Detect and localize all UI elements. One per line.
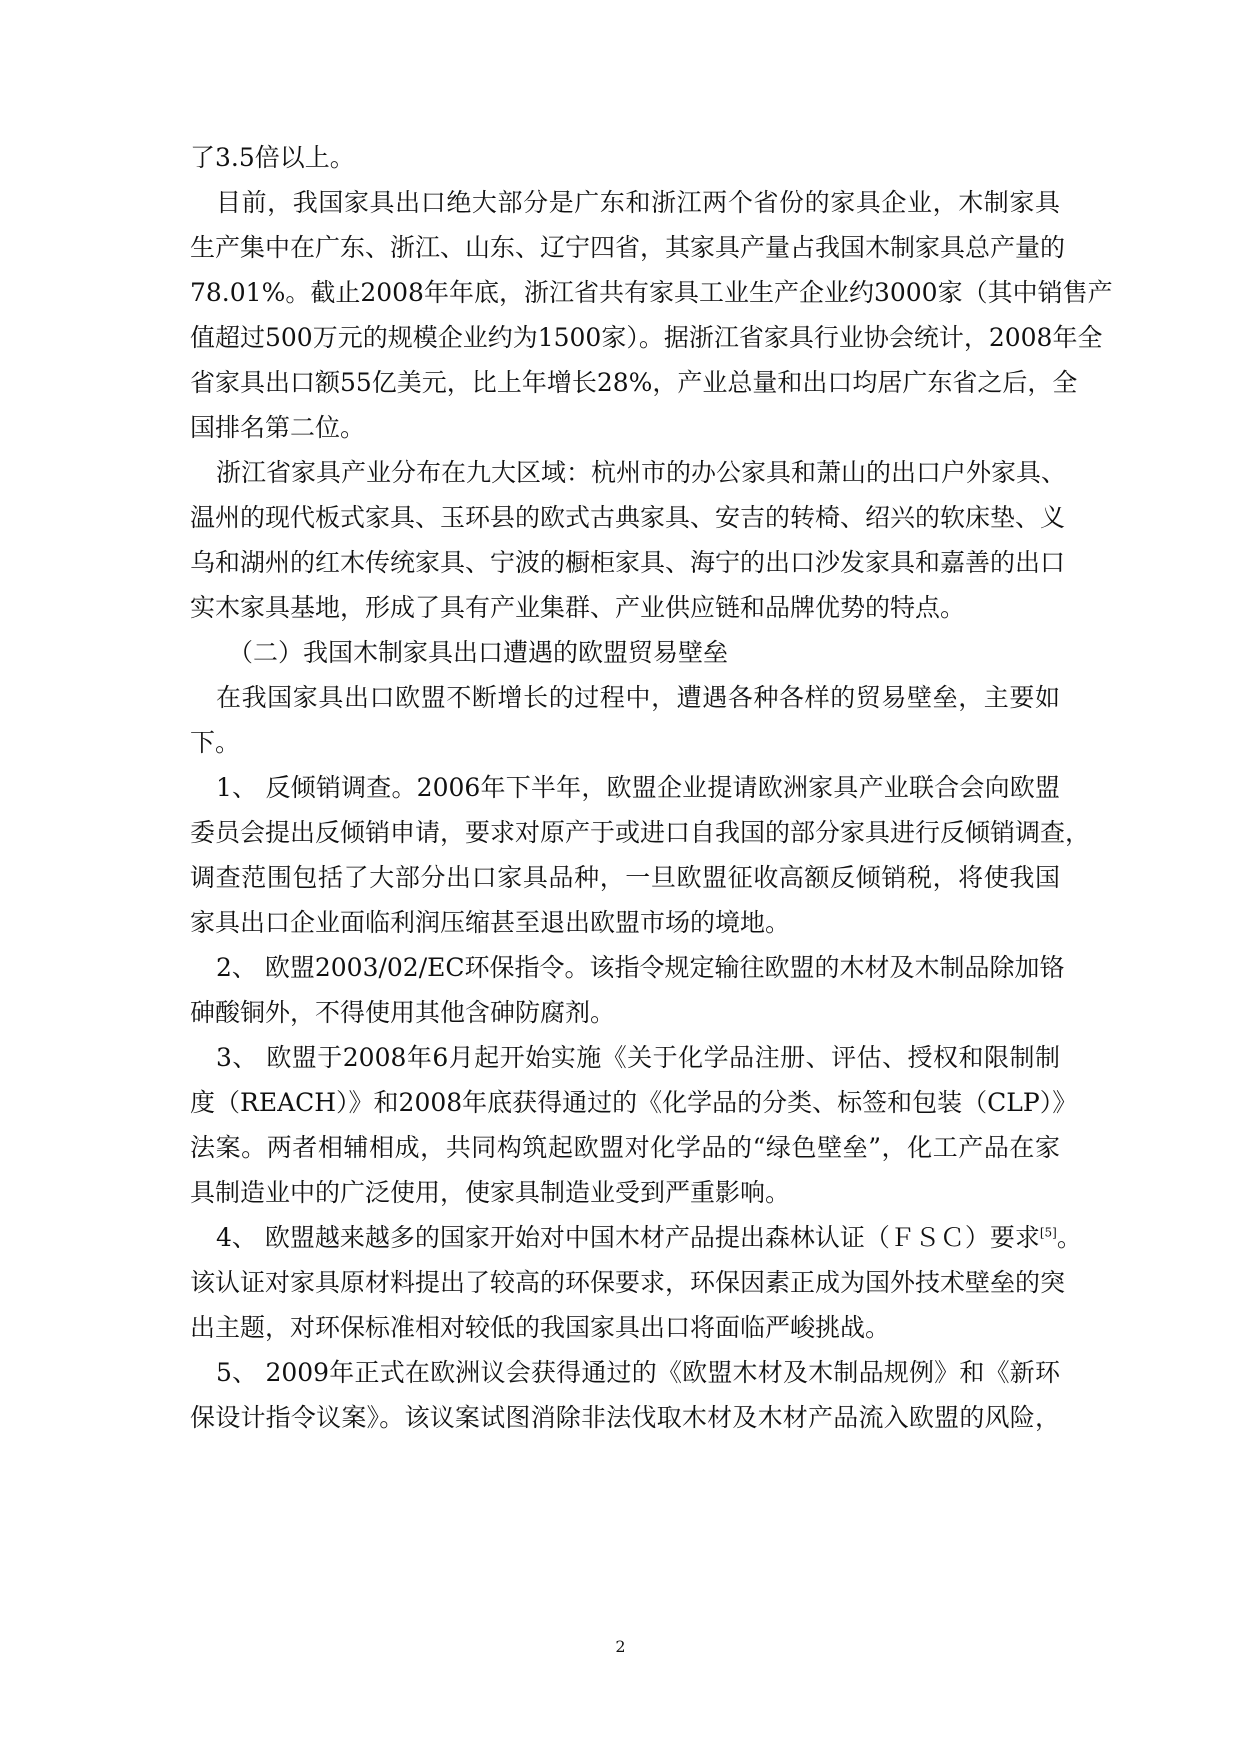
text-line: 了3.5倍以上。: [190, 143, 355, 172]
text-line: 下。: [190, 728, 241, 757]
text-line: 具制造业中的广泛使用，使家具制造业受到严重影响。: [190, 1178, 791, 1207]
section-heading: （二）我国木制家具出口遭遇的欧盟贸易壁垒: [228, 638, 729, 667]
text-line: 委员会提出反倾销申请，要求对原产于或进口自我国的部分家具进行反倾销调查，: [190, 818, 1091, 847]
text-line: 家具出口企业面临利润压缩甚至退出欧盟市场的境地。: [190, 908, 791, 937]
text-line: 78.01%。截止2008年年底，浙江省共有家具工业生产企业约3000家（其中销售产: [190, 278, 1113, 307]
footnote-reference: [5]: [1039, 1225, 1057, 1240]
text-line: 保设计指令议案》。该议案试图消除非法伐取木材及木材产品流入欧盟的风险，: [190, 1403, 1060, 1432]
text-line: 生产集中在广东、浙江、山东、辽宁四省，其家具产量占我国木制家具总产量的: [190, 233, 1066, 262]
text-line: 值超过500万元的规模企业约为1500家）。据浙江省家具行业协会统计，2008年全: [190, 323, 1103, 352]
list-item-text: 4、 欧盟越来越多的国家开始对中国木材产品提出森林认证（ＦＳＣ）要求: [216, 1223, 1040, 1252]
text-line: 砷酸铜外，不得使用其他含砷防腐剂。: [190, 998, 616, 1027]
text-line: 国排名第二位。: [190, 413, 366, 442]
list-item-punctuation: 。: [1056, 1223, 1082, 1252]
list-item: 3、 欧盟于2008年6月起开始实施《关于化学品注册、评估、授权和限制制: [216, 1043, 1060, 1072]
list-item: 1、 反倾销调查。2006年下半年，欧盟企业提请欧洲家具产业联合会向欧盟: [216, 773, 1060, 802]
text-line: 目前，我国家具出口绝大部分是广东和浙江两个省份的家具企业，木制家具: [216, 188, 1060, 217]
text-line: 在我国家具出口欧盟不断增长的过程中，遭遇各种各样的贸易壁垒，主要如: [216, 683, 1060, 712]
page-number: 2: [615, 1637, 626, 1656]
text-line: 乌和湖州的红木传统家具、宁波的橱柜家具、海宁的出口沙发家具和嘉善的出口: [190, 548, 1066, 577]
text-line: 出主题，对环保标准相对较低的我国家具出口将面临严峻挑战。: [190, 1313, 891, 1342]
text-line: 该认证对家具原材料提出了较高的环保要求，环保因素正成为国外技术壁垒的突: [190, 1268, 1066, 1297]
text-line: 浙江省家具产业分布在九大区域：杭州市的办公家具和萧山的出口户外家具、: [216, 458, 1067, 487]
list-item: 5、 2009年正式在欧洲议会获得通过的《欧盟木材及木制品规例》和《新环: [216, 1358, 1060, 1387]
text-line: 度（REACH）》和2008年底获得通过的《化学品的分类、标签和包装（CLP）》: [190, 1088, 1078, 1117]
text-line: 省家具出口额55亿美元，比上年增长28%，产业总量和出口均居广东省之后，全: [190, 368, 1078, 397]
text-line: 法案。两者相辅相成，共同构筑起欧盟对化学品的“绿色壁垒”，化工产品在家: [190, 1133, 1060, 1162]
text-line: 实木家具基地，形成了具有产业集群、产业供应链和品牌优势的特点。: [190, 593, 966, 622]
text-line: 温州的现代板式家具、玉环县的欧式古典家具、安吉的转椅、绍兴的软床垫、义: [190, 503, 1066, 532]
list-item: 2、 欧盟2003/02/EC环保指令。该指令规定输往欧盟的木材及木制品除加铬: [216, 953, 1065, 982]
text-line: 调查范围包括了大部分出口家具品种，一旦欧盟征收高额反倾销税，将使我国: [190, 863, 1060, 892]
list-item: [216, 1223, 1082, 1253]
